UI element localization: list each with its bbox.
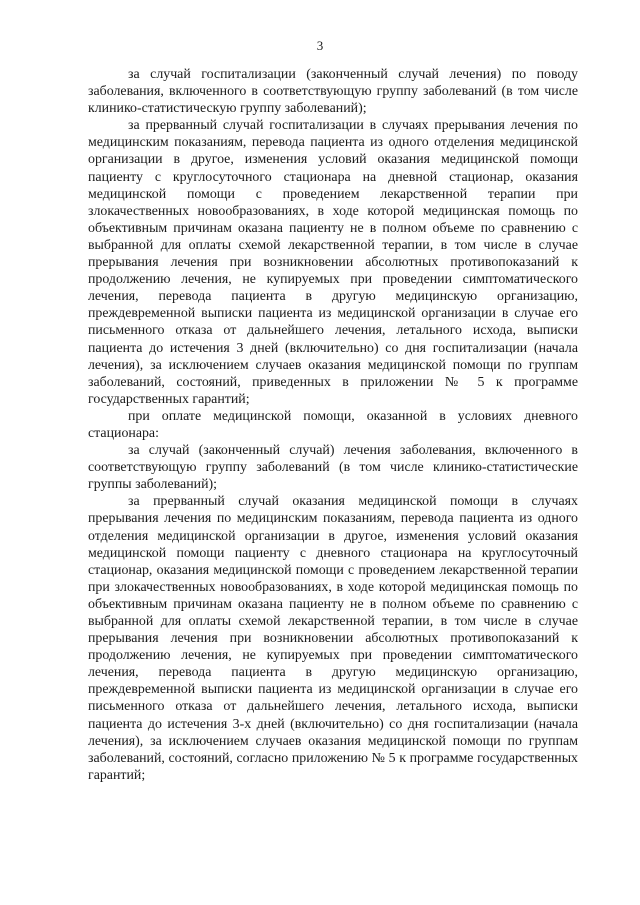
paragraph-day-hospital-completed-case: за случай (законченный случай) лечения заболевания, включенного в соответствующую группу заболеваний (в том числе клинико-статистические группы заболеваний);: [88, 443, 578, 493]
page-number: 3: [316, 38, 324, 53]
document-body: [88, 66, 578, 784]
paragraph-day-hospital-interrupted-case: за прерванный случай оказания медицинской помощи в случаях прерывания лечения по медицинским показаниям, перевода пациента из одного отделения медицинской организации в другое, изменения условий оказания медицинской помощи пациенту с дневного стационара на круглосуточный стационар, оказания медицинской помощи с проведением лекарственной терапии при злокачественных новообразованиях, в ходе которой медицинская помощь по объективным причинам оказана пациенту не в полном объеме по сравнению с выбранной для оплаты схемой лекарственной терапии, в том числе в случае прерывания лечения при возникновении абсолютных противопоказаний к продолжению лечения, не купируемых при проведении симптоматического лечения, перевода пациента в другую медицинскую организацию, преждевременной выписки пациента из медицинской организации в случае его письменного отказа от дальнейшего лечения, летального исхода, выписки пациента до истечения 3-х дней (включительно) со дня госпитализации (начала лечения), за исключением случаев оказания медицинской помощи по группам заболеваний, состояний, согласно приложению № 5 к программе государственных гарантий;: [88, 494, 578, 783]
paragraph-hospitalization-completed-case: за случай госпитализации (законченный случай лечения) по поводу заболевания, включенного в соответствующую группу заболеваний (в том числе клинико-статистическую группу заболеваний);: [88, 67, 578, 117]
paragraph-day-hospital-payment-heading: при оплате медицинской помощи, оказанной в условиях дневного стационара:: [88, 408, 578, 441]
paragraph-hospitalization-interrupted-case: за прерванный случай госпитализации в случаях прерывания лечения по медицинским показаниям, перевода пациента из одного отделения медицинской организации в другое, изменения условий оказания медицинской помощи пациенту с круглосуточного стационара на дневной стационар, оказания медицинской помощи с проведением лекарственной терапии при злокачественных новообразованиях, в ходе которой медицинская помощь по объективным причинам оказана пациенту не в полном объеме по сравнению с выбранной для оплаты схемой лекарственной терапии, в том числе в случае прерывания лечения при возникновении абсолютных противопоказаний к продолжению лечения, не купируемых при проведении симптоматического лечения, перевода пациента в другую медицинскую организацию, преждевременной выписки пациента из медицинской организации в случае его письменного отказа от дальнейшего лечения, летального исхода, выписки пациента до истечения 3 дней (включительно) со дня госпитализации (начала лечения), за исключением случаев оказания медицинской помощи по группам заболеваний, состояний, приведенных в приложении № 5 к программе государственных гарантий;: [88, 118, 578, 407]
